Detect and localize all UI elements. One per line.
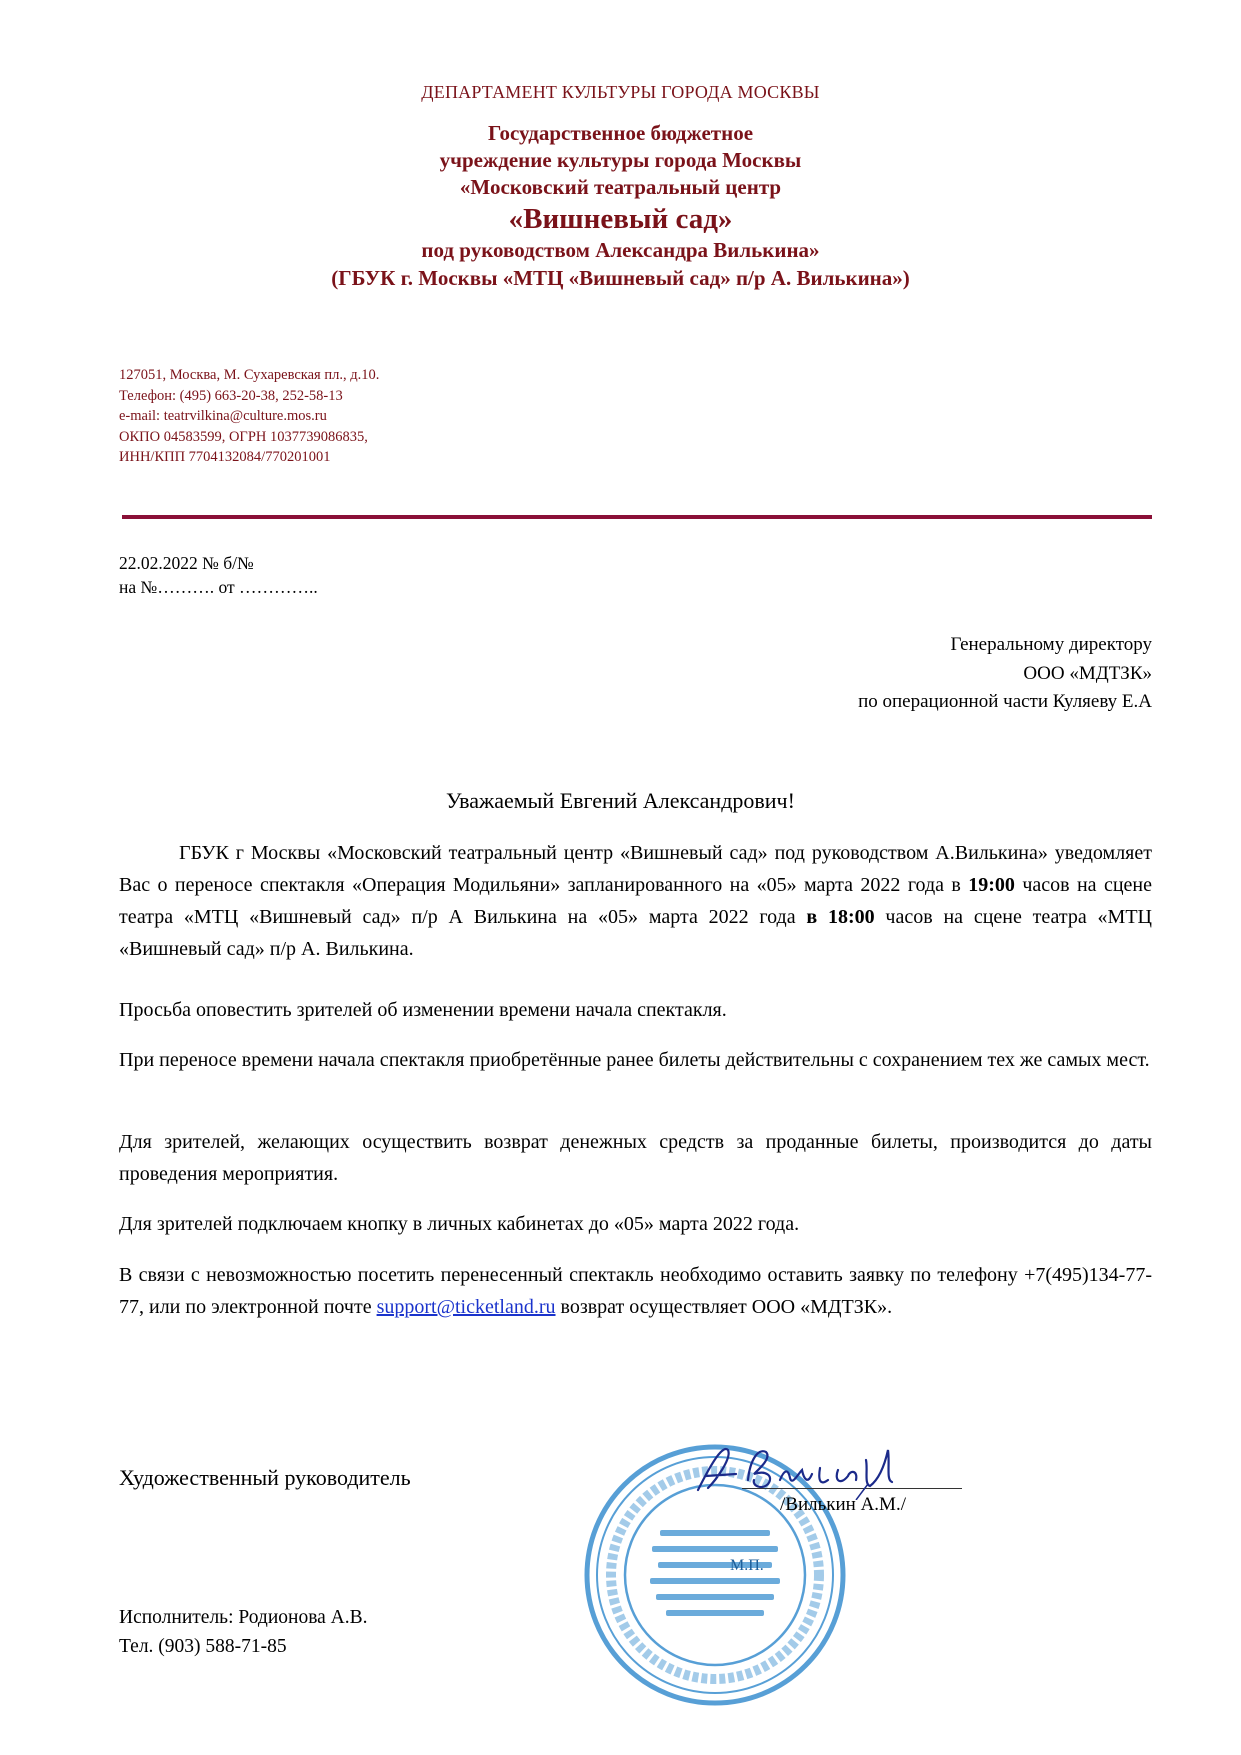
support-email-link[interactable]: support@ticketland.ru [376, 1296, 556, 1318]
contact-email: e-mail: teatrvilkina@culture.mos.ru [119, 408, 327, 424]
addressee-company: ООО «МДТЗК» [1023, 662, 1152, 684]
department-heading: ДЕПАРТАМЕНТ КУЛЬТУРЫ ГОРОДА МОСКВЫ [421, 82, 820, 102]
contact-address: 127051, Москва, М. Сухаревская пл., д.10. [119, 367, 380, 383]
stamp-mp-label: М.П. [730, 1557, 764, 1574]
org-line-1: Государственное бюджетное [487, 121, 754, 145]
executor-name: Исполнитель: Родионова А.В. [119, 1607, 368, 1628]
executor-phone: Тел. (903) 588-71-85 [119, 1636, 287, 1657]
contact-text-1: В связи с невозможностью посетить перенесенный спектакль необходимо оставить заявку по телефону +7(495)134-77-77, или по электронной почте [119, 1264, 1152, 1318]
body-paragraph-notice [119, 837, 1152, 965]
addressee-position: Генеральному директору [950, 634, 1152, 655]
handwritten-signature-icon [688, 1440, 928, 1500]
org-short-name: (ГБУК г. Москвы «МТЦ «Вишневый сад» п/р А. Вилькина») [331, 266, 910, 290]
org-line-3: «Московский театральный центр [459, 175, 782, 199]
addressee-name: по операционной части Куляеву Е.А [858, 691, 1152, 712]
registration-block [119, 551, 318, 599]
body-paragraph-contact [119, 1259, 1152, 1323]
contact-phone: Телефон: (495) 663-20-38, 252-58-13 [119, 387, 343, 404]
executor-block [119, 1603, 368, 1661]
contact-inn-kpp: ИНН/КПП 7704132084/770201001 [119, 449, 331, 465]
notice-text-3: часов на сцене театра «МТЦ «Вишневый сад» п/р А. Вилькина. [119, 906, 1152, 960]
body-paragraph-tickets-valid: При переносе времени начала спектакля приобретённые ранее билеты действительны с сохранением тех же самых мест. [119, 1049, 1150, 1071]
signatory-title: Художественный руководитель [119, 1465, 411, 1490]
body-paragraph-refund: Для зрителей, желающих осуществить возврат денежных средств за проданные билеты, производится до даты проведения мероприятия. [119, 1131, 1152, 1185]
outgoing-number: 22.02.2022 № б/№ [119, 553, 254, 573]
body-paragraph-button: Для зрителей подключаем кнопку в личных кабинетах до «05» марта 2022 года. [119, 1213, 800, 1235]
contact-okpo-ogrn: ОКПО 04583599, ОГРН 1037739086835, [119, 428, 368, 445]
addressee-block [858, 631, 1152, 717]
org-line-2: учреждение культуры города Москвы [439, 148, 802, 172]
salutation: Уважаемый Евгений Александрович! [446, 788, 795, 813]
body-paragraph-request: Просьба оповестить зрителей об изменении времени начала спектакля. [119, 999, 727, 1021]
notice-text-2: часов на сцене театра «МТЦ «Вишневый сад» п/р А Вилькина на «05» марта 2022 года [119, 874, 1152, 928]
signatory-name: /Вилькин А.М./ [780, 1494, 906, 1515]
new-start-time: в 18:00 [806, 906, 875, 928]
org-line-5: под руководством Александра Вилькина» [421, 238, 820, 262]
notice-text-1: ГБУК г Москвы «Московский театральный центр «Вишневый сад» под руководством А.Вилькина» уведомляет Вас о переносе спектакля «Операция Модильяни» запланированного на «05» марта 2022 года в [119, 842, 1152, 896]
incoming-reference: на №………. от ………….. [119, 577, 318, 597]
org-name-title: «Вишневый сад» [508, 203, 733, 235]
header-divider [122, 515, 1152, 519]
contact-text-2: возврат осуществляет ООО «МДТЗК». [555, 1296, 893, 1318]
old-start-time: 19:00 [968, 874, 1015, 896]
org-contacts [119, 365, 379, 468]
